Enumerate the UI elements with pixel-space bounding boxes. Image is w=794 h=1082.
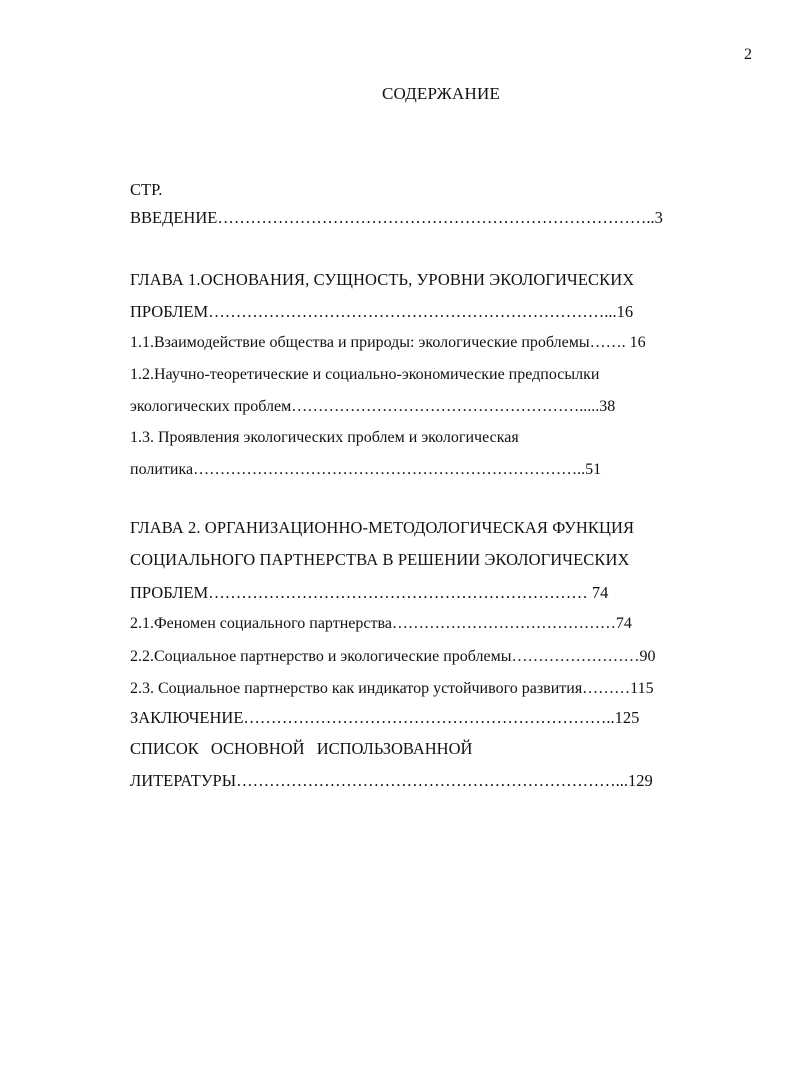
- toc-entry-section-1-2-line-2: экологических проблем……………………………………………….....38: [130, 398, 616, 415]
- page-number: 2: [744, 46, 752, 63]
- toc-entry-literature-line-2: ЛИТЕРАТУРЫ……………………………………………………………...129: [130, 771, 653, 790]
- toc-entry-section-1-3-line-1: 1.3. Проявления экологических проблем и экологическая: [130, 429, 519, 446]
- toc-entry-section-2-3: 2.3. Социальное партнерство как индикатор устойчивого развития………115: [130, 680, 654, 697]
- toc-entry-chapter-1-line-1: ГЛАВА 1.ОСНОВАНИЯ, СУЩНОСТЬ, УРОВНИ ЭКОЛОГИЧЕСКИХ: [130, 270, 635, 289]
- toc-entry-chapter-1-line-2: ПРОБЛЕМ………………………………………………………………...16: [130, 302, 634, 321]
- toc-entry-introduction: ВВЕДЕНИЕ……………………………………………………………………..3: [130, 208, 663, 227]
- toc-entry-chapter-2-line-1: ГЛАВА 2. ОРГАНИЗАЦИОННО-МЕТОДОЛОГИЧЕСКАЯ ФУНКЦИЯ: [130, 518, 635, 537]
- toc-entry-section-1-2-line-1: 1.2.Научно-теоретические и социально-экономические предпосылки: [130, 366, 600, 383]
- toc-entry-section-1-1: 1.1.Взаимодействие общества и природы: экологические проблемы……. 16: [130, 334, 646, 351]
- toc-entry-section-2-1: 2.1.Феномен социального партнерства……………………………………74: [130, 615, 632, 632]
- page-title: СОДЕРЖАНИЕ: [381, 84, 501, 103]
- page-column-label: СТР.: [130, 180, 163, 199]
- toc-entry-section-2-2: 2.2.Социальное партнерство и экологические проблемы……………………90: [130, 648, 656, 665]
- toc-entry-conclusion: ЗАКЛЮЧЕНИЕ…………………………………………………………..125: [130, 708, 640, 727]
- toc-entry-section-1-3-line-2: политика………………………………………………………………..51: [130, 461, 602, 478]
- toc-entry-chapter-2-line-3: ПРОБЛЕМ…………………………………………………………… 74: [130, 583, 609, 602]
- toc-entry-literature-line-1: СПИСОК ОСНОВНОЙ ИСПОЛЬЗОВАННОЙ: [130, 739, 473, 758]
- toc-entry-chapter-2-line-2: СОЦИАЛЬНОГО ПАРТНЕРСТВА В РЕШЕНИИ ЭКОЛОГИЧЕСКИХ: [130, 550, 630, 569]
